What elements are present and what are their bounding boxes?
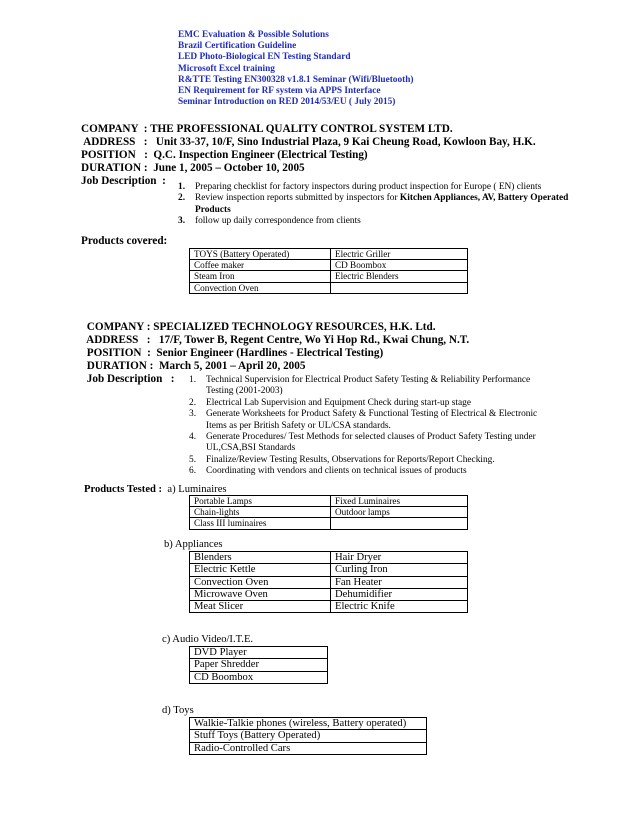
table-cell: Fan Heater [331, 576, 468, 588]
training-item: R&TTE Testing EN300328 v1.8.1 Seminar (Wifi/Bluetooth) [178, 74, 414, 85]
table-cell: Electric Griller [331, 249, 468, 260]
duty-number: 2. [189, 397, 197, 408]
duty-item [189, 455, 559, 466]
duty-text: follow up daily correspondence from clients [195, 216, 361, 227]
job2-company: COMPANY : SPECIALIZED TECHNOLOGY RESOURCES, H.K. Ltd. [84, 321, 436, 333]
audio-video-label: c) Audio Video/I.T.E. [162, 634, 254, 645]
table-row [190, 718, 427, 730]
job2-duration: DURATION : March 5, 2001 – April 20, 2005 [84, 360, 306, 372]
duty-text: Generate Worksheets for Product Safety & Functional Testing of Electrical & Electronic Items as per British Safety or UL/CSA standards. [206, 409, 538, 431]
table-cell: Hair Dryer [331, 552, 468, 564]
table-cell: Fixed Luminaires [331, 496, 468, 507]
duty-item [189, 466, 559, 477]
table-row [190, 564, 468, 576]
table-row [190, 282, 468, 293]
products-tested-heading: Products Tested : [84, 484, 165, 495]
table-cell: Paper Shredder [190, 659, 328, 671]
table-cell: Walkie-Talkie phones (wireless, Battery operated) [190, 718, 427, 730]
duty-number: 1. [178, 182, 186, 192]
duty-text: Generate Procedures/ Test Methods for selected clauses of Product Safety Testing under UL,CSA,BSI Standards [206, 432, 536, 454]
duty-number: 3. [189, 409, 197, 420]
table-cell: Steam Iron [190, 271, 331, 282]
duty-text: Preparing checklist for factory inspectors during product inspection for Europe ( EN) clients [195, 182, 542, 192]
training-item: Microsoft Excel training [178, 63, 275, 74]
table-row [190, 730, 427, 742]
job1-duties-list [178, 182, 570, 228]
table-cell: Outdoor lamps [331, 507, 468, 518]
table-cell: Electric Knife [331, 601, 468, 613]
table-cell: Portable Lamps [190, 496, 331, 507]
table-row [190, 647, 328, 659]
table-cell: TOYS (Battery Operated) [190, 249, 331, 260]
training-item: LED Photo-Biological EN Testing Standard [178, 52, 351, 63]
table-cell: Stuff Toys (Battery Operated) [190, 730, 427, 742]
table-cell: Chain-lights [190, 507, 331, 518]
table-row [190, 576, 468, 588]
table-cell: Electric Blenders [331, 271, 468, 282]
job1-position: POSITION : Q.C. Inspection Engineer (Electrical Testing) [81, 149, 368, 161]
table-cell: Radio-Controlled Cars [190, 742, 427, 754]
appliances-table [189, 551, 468, 613]
table-cell: DVD Player [190, 647, 328, 659]
table-row [190, 518, 468, 529]
table-cell: Curling Iron [331, 564, 468, 576]
training-item: Brazil Certification Guideline [178, 41, 297, 52]
training-item: EMC Evaluation & Possible Solutions [178, 30, 329, 40]
duty-item [178, 216, 570, 227]
training-list [178, 30, 413, 108]
table-cell: Microwave Oven [190, 588, 331, 600]
job1-products-table [189, 248, 468, 294]
luminaires-label: a) Luminaires [164, 484, 227, 495]
duty-text: Technical Supervision for Electrical Product Safety Testing & Reliability Performance Testing (2001-2003) [206, 375, 531, 397]
duty-item [178, 193, 570, 216]
table-cell: CD Boombox [331, 260, 468, 271]
duty-number: 2. [178, 193, 186, 204]
job1-job-description-label: Job Description : [81, 175, 166, 187]
table-cell: Meat Slicer [190, 601, 331, 613]
table-row [190, 588, 468, 600]
training-item: EN Requirement for RF system via APPS Interface [178, 86, 381, 97]
job2-position: POSITION : Senior Engineer (Hardlines - Electrical Testing) [84, 347, 384, 359]
job2-duties-list [189, 375, 559, 478]
job1-products-label: Products covered: [81, 235, 168, 247]
table-cell [331, 282, 468, 293]
table-cell: Dehumidifier [331, 588, 468, 600]
table-row [190, 496, 468, 507]
job1-duration: DURATION : June 1, 2005 – October 10, 2005 [81, 162, 305, 174]
job1-address: ADDRESS : Unit 33-37, 10/F, Sino Industrial Plaza, 9 Kai Cheung Road, Kowloon Bay, H.K. [81, 136, 536, 148]
duty-number: 1. [189, 375, 197, 385]
table-row [190, 671, 328, 683]
table-row [190, 249, 468, 260]
table-row [190, 659, 328, 671]
table-cell: Class III luminaires [190, 518, 331, 529]
table-row [190, 601, 468, 613]
table-cell: Coffee maker [190, 260, 331, 271]
table-cell: Convection Oven [190, 576, 331, 588]
duty-item [189, 432, 559, 455]
appliances-label: b) Appliances [164, 539, 223, 550]
duty-item [189, 398, 559, 409]
table-row [190, 742, 427, 754]
table-cell: Convection Oven [190, 282, 331, 293]
job1-company: COMPANY : THE PROFESSIONAL QUALITY CONTROL SYSTEM LTD. [81, 123, 453, 135]
duty-number: 5. [189, 454, 197, 465]
toys-table [189, 717, 427, 755]
duty-text: Electrical Lab Supervision and Equipment Check during start-up stage [206, 397, 472, 408]
table-cell: Electric Kettle [190, 564, 331, 576]
table-row [190, 271, 468, 282]
table-cell [331, 518, 468, 529]
duty-number: 6. [189, 466, 197, 477]
job2-job-description-label: Job Description : [84, 373, 175, 385]
table-cell: Blenders [190, 552, 331, 564]
duty-item [178, 182, 570, 193]
table-row [190, 552, 468, 564]
duty-number: 3. [178, 216, 186, 227]
table-row [190, 507, 468, 518]
table-cell: CD Boombox [190, 671, 328, 683]
duty-number: 4. [189, 432, 197, 443]
luminaires-table [189, 495, 468, 530]
toys-label: d) Toys [162, 705, 194, 716]
duty-text: Review inspection reports submitted by inspectors for [195, 193, 400, 204]
duty-emphasis: Kitchen Appliances, AV, Battery Operated Products [195, 193, 569, 215]
table-row [190, 260, 468, 271]
training-item: Seminar Introduction on RED 2014/53/EU ( July 2015) [178, 97, 396, 108]
duty-text: Finalize/Review Testing Results, Observations for Reports/Report Checking. [206, 454, 495, 465]
audio-video-table [189, 646, 328, 684]
duty-item [189, 375, 559, 398]
job2-address: ADDRESS : 17/F, Tower B, Regent Centre, Wo Yi Hop Rd., Kwai Chung, N.T. [84, 334, 470, 346]
duty-item [189, 409, 559, 432]
duty-text: Coordinating with vendors and clients on technical issues of products [206, 466, 467, 477]
